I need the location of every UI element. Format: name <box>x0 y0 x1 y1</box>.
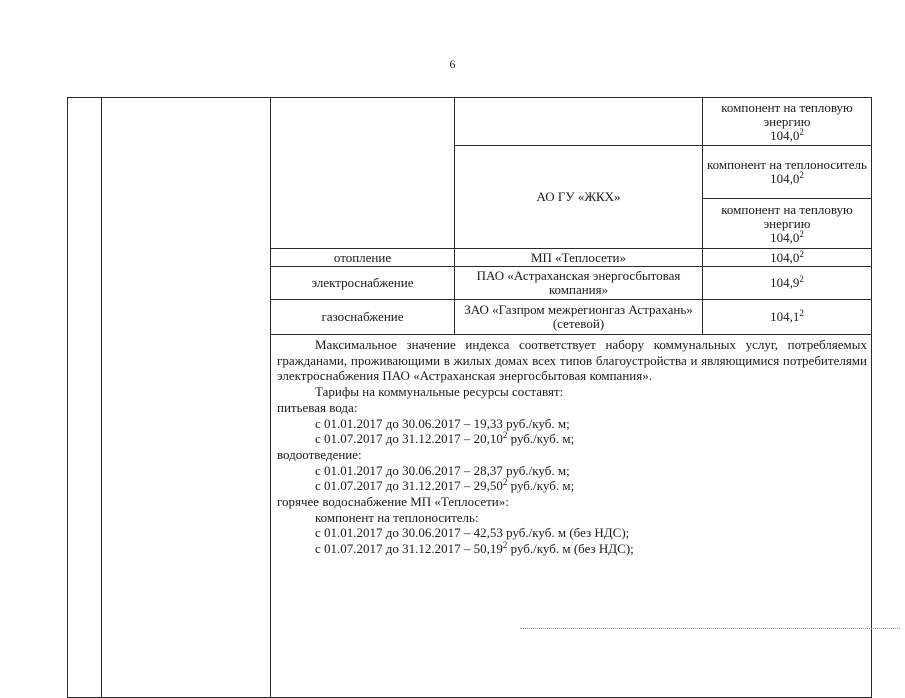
component-label: компонент на теплоноситель <box>707 157 867 172</box>
water-tariff-1: с 01.01.2017 до 30.06.2017 – 19,33 руб./куб. м; <box>315 415 570 431</box>
sewer-heading: водоотведение: <box>277 446 362 462</box>
service-name: отопление <box>333 249 392 265</box>
tariffs-intro: Тарифы на коммунальные ресурсы составят: <box>315 384 564 400</box>
footnote-mark: 2 <box>502 477 508 488</box>
index-value: 104,0 <box>770 229 800 245</box>
footnote-mark: 2 <box>502 540 508 551</box>
footnote-mark: 2 <box>799 308 804 318</box>
hot-water-tariff-1: с 01.01.2017 до 30.06.2017 – 42,53 руб./куб. м (без НДС); <box>315 525 630 541</box>
max-index-paragraph: Максимальное значение индекса соответствует набору коммунальных услуг, потребляемых гражданами, проживающими в жилых домах всех типов благоустройства и являющимися потребителями электроснабжения ПАО «Астраханская энергосбытовая компания». <box>277 337 867 384</box>
hot-water-tariff-2: с 01.07.2017 до 31.12.2017 – 50,19$^2$ руб./куб. м (без НДС); <box>315 540 634 557</box>
index-value: 104,9 <box>770 275 800 290</box>
org-cell-electricity <box>455 267 703 300</box>
org-cell-heating <box>455 249 703 267</box>
index-value: 104,0 <box>770 171 800 186</box>
service-cell-heating <box>271 249 455 267</box>
footnote-mark: 2 <box>502 430 508 441</box>
service-cell-electricity <box>271 267 455 300</box>
org-name: ПАО «Астраханская энергосбытовая компания» <box>476 268 681 297</box>
value-cell-electricity <box>703 267 872 300</box>
value-cell-row-b <box>703 146 872 199</box>
footnote-mark: 2 <box>799 248 804 259</box>
sewer-tariff-2: с 01.07.2017 до 31.12.2017 – 29,50$^2$ руб./куб. м; <box>315 477 575 494</box>
index-value: 104,1 <box>770 309 800 324</box>
value-cell-row-a <box>703 98 872 146</box>
water-tariff-2: с 01.07.2017 до 31.12.2017 – 20,10$^2$ руб./куб. м; <box>315 430 575 447</box>
hot-water-heading: горячее водоснабжение МП «Теплосети»: <box>277 494 509 510</box>
index-value: 104,0 <box>770 249 800 265</box>
footnote-mark: 2 <box>799 126 804 137</box>
footnote-mark: 2 <box>799 228 804 239</box>
service-cell-gas <box>271 300 455 335</box>
text-body-cell <box>271 335 872 698</box>
service-name: газоснабжение <box>321 309 404 324</box>
component-label: компонент на тепловую энергию <box>721 99 853 129</box>
col-number-cell <box>68 98 102 698</box>
footnote-mark: 2 <box>799 170 804 180</box>
org-name: ЗАО «Газпром межрегионгаз Астрахань» (сетевой) <box>464 302 693 331</box>
org-name: АО ГУ «ЖКХ» <box>536 189 621 204</box>
org-cell-jkx <box>455 146 703 249</box>
org-cell-empty <box>455 98 703 146</box>
component-label: компонент на тепловую энергию <box>721 201 853 231</box>
value-cell-gas <box>703 300 872 335</box>
sewer-tariff-1: с 01.01.2017 до 30.06.2017 – 28,37 руб./куб. м; <box>315 462 570 478</box>
org-cell-gas <box>455 300 703 335</box>
service-cell-empty <box>271 98 455 249</box>
service-name: электроснабжение <box>311 275 414 290</box>
scan-artifact-line <box>520 628 900 637</box>
footnote-mark: 2 <box>799 274 804 284</box>
col-municipality-cell <box>102 98 271 698</box>
org-name: МП «Теплосети» <box>530 249 627 265</box>
page-number: 6 <box>449 57 456 71</box>
tariff-table <box>67 97 872 698</box>
value-cell-row-c <box>703 199 872 249</box>
index-value: 104,0 <box>770 127 800 143</box>
water-heading: питьевая вода: <box>277 399 358 415</box>
hot-water-component: компонент на теплоноситель: <box>315 509 479 525</box>
value-cell-heating <box>703 249 872 267</box>
